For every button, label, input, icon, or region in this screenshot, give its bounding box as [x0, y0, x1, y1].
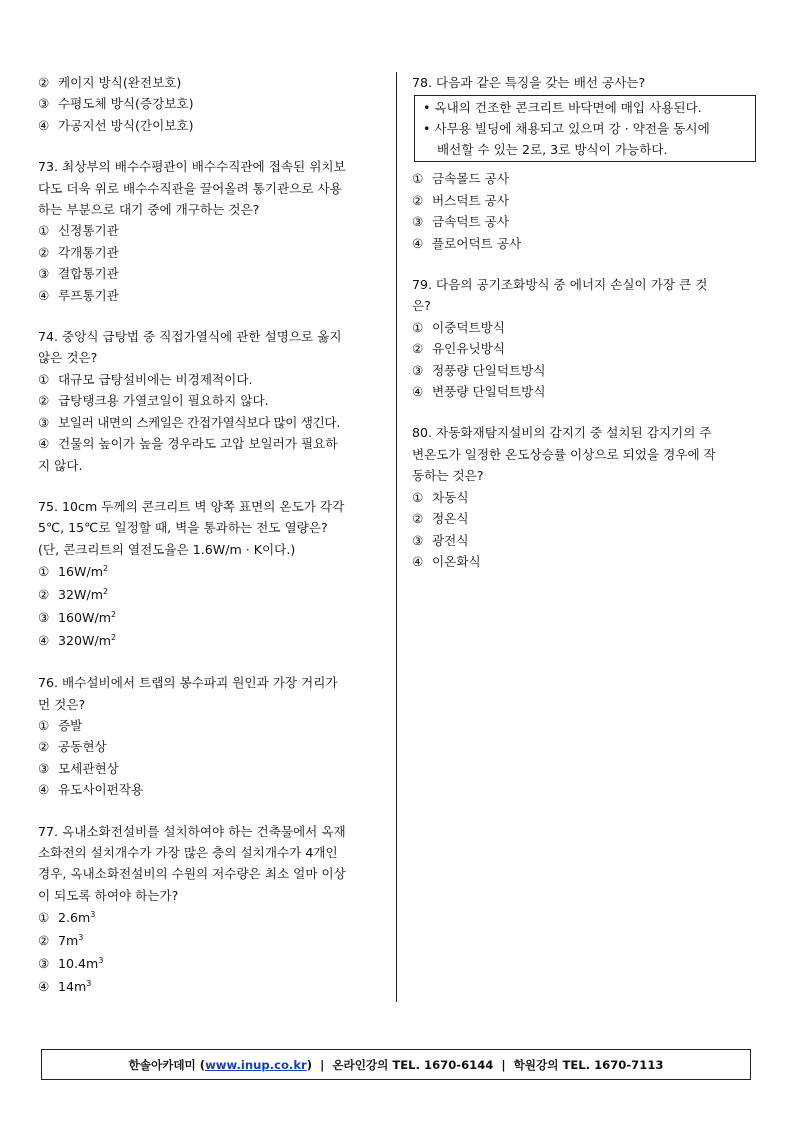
option: ① 대규모 급탕설비에는 비경제적이다.	[38, 371, 253, 387]
option: ② 공동현상	[38, 739, 107, 755]
question-stem: 80. 자동화재탐지설비의 감지기 중 설치된 감지기의 주	[412, 425, 712, 441]
question-stem: 이 되도록 하여야 하는가?	[38, 887, 179, 903]
option: ④ 플로어덕트 공사	[412, 235, 522, 251]
option: ④ 루프통기관	[38, 287, 119, 303]
option: ④ 건물의 높이가 높을 경우라도 고압 보일러가 필요하	[38, 436, 338, 452]
option: ③ $160W/m^2$	[38, 609, 117, 626]
academy-url-link[interactable]: www.inup.co.kr	[205, 1057, 307, 1072]
left-column	[38, 72, 384, 1018]
question-77	[38, 821, 384, 999]
feature-line: 배선할 수 있는 2로, 3로 방식이 가능하다.	[437, 142, 668, 158]
question-stem: 76. 배수설비에서 트랩의 봉수파괴 원인과 가장 거리가	[38, 675, 338, 691]
option: ① 신정통기관	[38, 223, 119, 239]
column-divider	[396, 72, 397, 1002]
footer-separator: |	[320, 1057, 325, 1072]
option: ② 케이지 방식(완전보호)	[38, 75, 182, 90]
question-stem: 변온도가 일정한 온도상승률 이상으로 되었을 경우에 작	[412, 446, 716, 462]
question-stem: 5℃, 15℃로 일정할 때, 벽을 통과하는 전도 열량은?	[38, 520, 328, 536]
q72-carryover-options	[38, 72, 384, 136]
question-stem: 73. 최상부의 배수수평관이 배수수직관에 접속된 위치보	[38, 159, 346, 175]
offline-course-phone: 학원강의 TEL. 1670-7113	[513, 1057, 664, 1072]
feature-line: • 사무용 빌딩에 채용되고 있으며 강 · 약전을 동시에	[423, 121, 710, 137]
option: ③ 정풍량 단일덕트방식	[412, 362, 546, 378]
feature-box	[414, 95, 756, 162]
question-stem: 77. 옥내소화전설비를 설치하여야 하는 건축물에서 옥재	[38, 823, 346, 839]
option: ② 정온식	[412, 511, 469, 527]
option: ④ 유도사이펀작용	[38, 782, 144, 798]
option: ② 버스덕트 공사	[412, 192, 509, 208]
option: ③ 보일러 내면의 스케일은 간접가열식보다 많이 생긴다.	[38, 414, 340, 430]
option: ① 금속몰드 공사	[412, 171, 509, 187]
option-continuation: 지 않다.	[38, 457, 83, 473]
online-course-phone: 온라인강의 TEL. 1670-6144	[332, 1057, 494, 1072]
question-stem: 경우, 옥내소화전설비의 수원의 저수량은 최소 얼마 이상	[38, 866, 346, 882]
option: ③ 금속덕트 공사	[412, 214, 509, 230]
option: ③ $10.4m^3$	[38, 956, 104, 972]
question-76	[38, 672, 384, 800]
question-stem: 먼 것은?	[38, 696, 86, 712]
question-78	[412, 72, 756, 254]
option: ② $7m^3$	[38, 933, 84, 949]
right-column	[412, 72, 756, 592]
academy-name-close: )	[306, 1057, 313, 1072]
option: ② 급탕탱크용 가열코일이 필요하지 않다.	[38, 393, 269, 409]
question-stem: 하는 부분으로 대기 중에 개구하는 것은?	[38, 202, 260, 218]
option: ④ 이온화식	[412, 553, 481, 569]
question-stem: 74. 중앙식 급탕법 중 직접가열식에 관한 설명으로 옳지	[38, 329, 342, 345]
question-stem: 소화전의 설치개수가 가장 많은 층의 설치개수가 4개인	[38, 844, 338, 860]
footer-separator: |	[501, 1057, 506, 1072]
question-stem: 75. 10cm 두께의 콘크리트 벽 양쪽 표면의 온도가 각각	[38, 498, 345, 514]
question-80	[412, 422, 756, 572]
option: ③ 광전식	[412, 532, 469, 548]
question-stem: 않은 것은?	[38, 350, 98, 366]
option: ① $2.6m^3$	[38, 910, 96, 926]
question-stem: 78. 다음과 같은 특징을 갖는 배선 공사는?	[412, 75, 646, 90]
question-73	[38, 156, 384, 306]
option: ② 유인유닛방식	[412, 341, 505, 357]
question-stem: (단, 콘크리트의 열전도율은 1.6W/m · K이다.)	[38, 541, 296, 557]
question-79	[412, 274, 756, 402]
option: ④ $320W/m^2$	[38, 632, 117, 649]
option: ② $32W/m^2$	[38, 586, 109, 603]
feature-line: • 옥내의 건조한 콘크리트 바닥면에 매입 사용된다.	[423, 100, 702, 116]
option: ④ 변풍량 단일덕트방식	[412, 384, 546, 400]
question-stem: 동하는 것은?	[412, 468, 484, 484]
academy-name: 한솔아카데미 (	[128, 1057, 206, 1072]
option: ③ 모세관현상	[38, 760, 119, 776]
option: ① 증발	[38, 717, 83, 733]
option: ③ 수평도체 방식(증강보호)	[38, 96, 194, 112]
option: ④ 가공지선 방식(간이보호)	[38, 117, 194, 133]
question-74	[38, 326, 384, 476]
option: ④ $14m^3$	[38, 979, 92, 995]
option: ① $16W/m^2$	[38, 563, 109, 580]
option: ③ 결합통기관	[38, 266, 119, 282]
question-stem: 79. 다음의 공기조화방식 중 에너지 손실이 가장 큰 것	[412, 277, 708, 293]
option: ① 차동식	[412, 489, 469, 505]
question-stem: 다도 더욱 위로 배수수직관을 끌어올려 통기관으로 사용	[38, 180, 342, 196]
page-footer	[41, 1049, 751, 1080]
option: ① 이중덕트방식	[412, 319, 505, 335]
question-stem: 은?	[412, 298, 431, 314]
option: ② 각개통기관	[38, 244, 119, 260]
question-75	[38, 496, 384, 652]
